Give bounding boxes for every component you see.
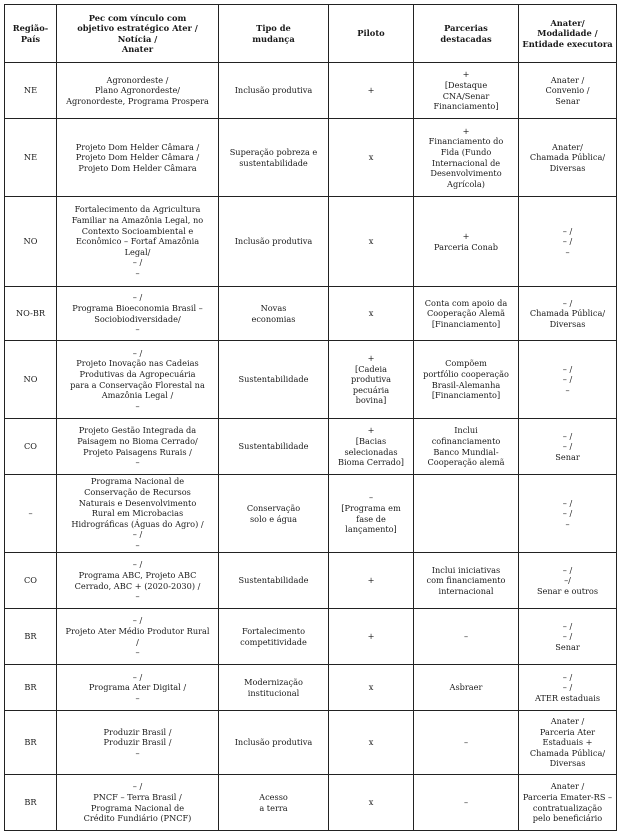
- cell-partnerships: Inclui cofinanciamento Banco Mundial- Cooperação alemã: [414, 419, 519, 475]
- cell-partnerships: [414, 475, 519, 553]
- cell-program: Fortalecimento da Agricultura Familiar na Amazônia Legal, no Contexto Socioambiental e Econômico – Fortaf Amazônia Legal/ – / –: [57, 197, 219, 287]
- cell-executor: Anater/ Chamada Pública/ Diversas: [519, 119, 617, 197]
- table-row: [5, 63, 617, 119]
- cell-change-type: Modernização institucional: [219, 665, 329, 711]
- cell-partnerships: Compõem portfólio cooperação Brasil-Alemanha [Financiamento]: [414, 341, 519, 419]
- cell-pilot: x: [329, 775, 414, 831]
- cell-pilot: x: [329, 119, 414, 197]
- cell-executor: Anater / Convenio / Senar: [519, 63, 617, 119]
- cell-executor: – / Chamada Pública/ Diversas: [519, 287, 617, 341]
- table-row: [5, 775, 617, 831]
- table-row: [5, 665, 617, 711]
- cell-program: – / Programa Ater Digital / –: [57, 665, 219, 711]
- cell-change-type: Superação pobreza e sustentabilidade: [219, 119, 329, 197]
- cell-region: CO: [5, 553, 57, 609]
- table-row: [5, 287, 617, 341]
- table-header-row: [5, 5, 617, 63]
- cell-pilot: +: [329, 553, 414, 609]
- cell-pilot: x: [329, 197, 414, 287]
- cell-executor: – / – / ATER estaduais: [519, 665, 617, 711]
- cell-change-type: Acesso a terra: [219, 775, 329, 831]
- cell-executor: – / – / Senar: [519, 419, 617, 475]
- cell-partnerships: Asbraer: [414, 665, 519, 711]
- cell-program: – / Programa Bioeconomia Brasil – Sociobiodiversidade/ –: [57, 287, 219, 341]
- cell-change-type: Sustentabilidade: [219, 341, 329, 419]
- cell-partnerships: –: [414, 609, 519, 665]
- header-pilot: Piloto: [329, 5, 414, 63]
- cell-executor: – / – / Senar: [519, 609, 617, 665]
- cell-region: NO: [5, 341, 57, 419]
- cell-partnerships: –: [414, 711, 519, 775]
- header-partnerships: Parcerias destacadas: [414, 5, 519, 63]
- cell-partnerships: Conta com apoio da Cooperação Alemã [Financiamento]: [414, 287, 519, 341]
- cell-partnerships: + [Destaque CNA/Senar Financiamento]: [414, 63, 519, 119]
- cell-region: CO: [5, 419, 57, 475]
- cell-executor: Anater / Parceria Ater Estaduais + Chamada Pública/ Diversas: [519, 711, 617, 775]
- cell-pilot: + [Bacias selecionadas Bioma Cerrado]: [329, 419, 414, 475]
- table-row: [5, 341, 617, 419]
- cell-program: – / Programa ABC, Projeto ABC Cerrado, ABC + (2020-2030) / –: [57, 553, 219, 609]
- cell-pilot: x: [329, 287, 414, 341]
- cell-change-type: Novas economias: [219, 287, 329, 341]
- cell-change-type: Fortalecimento competitividade: [219, 609, 329, 665]
- cell-program: Projeto Dom Helder Câmara / Projeto Dom Helder Câmara / Projeto Dom Helder Câmara: [57, 119, 219, 197]
- cell-region: NE: [5, 63, 57, 119]
- header-executor: Anater/ Modalidade / Entidade executora: [519, 5, 617, 63]
- cell-pilot: +: [329, 63, 414, 119]
- cell-pilot: x: [329, 711, 414, 775]
- table-row: [5, 419, 617, 475]
- cell-change-type: Inclusão produtiva: [219, 63, 329, 119]
- cell-executor: – / – / –: [519, 197, 617, 287]
- cell-region: –: [5, 475, 57, 553]
- cell-change-type: Sustentabilidade: [219, 419, 329, 475]
- cell-program: – / Projeto Ater Médio Produtor Rural / –: [57, 609, 219, 665]
- cell-pilot: +: [329, 609, 414, 665]
- cell-region: BR: [5, 609, 57, 665]
- cell-change-type: Sustentabilidade: [219, 553, 329, 609]
- cell-change-type: Inclusão produtiva: [219, 711, 329, 775]
- header-change-type: Tipo de mudança: [219, 5, 329, 63]
- cell-program: – / PNCF – Terra Brasil / Programa Nacional de Crédito Fundiário (PNCF): [57, 775, 219, 831]
- cell-region: NO: [5, 197, 57, 287]
- table-row: [5, 553, 617, 609]
- cell-partnerships: –: [414, 775, 519, 831]
- cell-change-type: Inclusão produtiva: [219, 197, 329, 287]
- cell-executor: – / – / –: [519, 341, 617, 419]
- cell-program: – / Projeto Inovação nas Cadeias Produtivas da Agropecuária para a Conservação Florestal na Amazônia Legal / –: [57, 341, 219, 419]
- table-row: [5, 711, 617, 775]
- cell-pilot: – [Programa em fase de lançamento]: [329, 475, 414, 553]
- cell-program: Agronordeste / Plano Agronordeste/ Agronordeste, Programa Prospera: [57, 63, 219, 119]
- cell-executor: – / –/ Senar e outros: [519, 553, 617, 609]
- cell-pilot: x: [329, 665, 414, 711]
- table-row: [5, 197, 617, 287]
- cell-region: BR: [5, 775, 57, 831]
- cell-program: Projeto Gestão Integrada da Paisagem no Bioma Cerrado/ Projeto Paisagens Rurais / –: [57, 419, 219, 475]
- cell-partnerships: Inclui iniciativas com financiamento internacional: [414, 553, 519, 609]
- header-region: Região- País: [5, 5, 57, 63]
- cell-region: BR: [5, 665, 57, 711]
- cell-program: Programa Nacional de Conservação de Recursos Naturais e Desenvolvimento Rural em Microbacias Hidrográficas (Águas do Agro) / – / –: [57, 475, 219, 553]
- table-row: [5, 609, 617, 665]
- cell-program: Produzir Brasil / Produzir Brasil / –: [57, 711, 219, 775]
- table-row: [5, 475, 617, 553]
- cell-executor: – / – / –: [519, 475, 617, 553]
- cell-region: NO-BR: [5, 287, 57, 341]
- table-row: [5, 119, 617, 197]
- cell-region: BR: [5, 711, 57, 775]
- cell-change-type: Conservação solo e água: [219, 475, 329, 553]
- header-program: Pec com vínculo com objetivo estratégico Ater / Notícia / Anater: [57, 5, 219, 63]
- cell-partnerships: + Financiamento do Fida (Fundo Internacional de Desenvolvimento Agrícola): [414, 119, 519, 197]
- ater-programs-table: [4, 4, 617, 831]
- cell-executor: Anater / Parceria Emater-RS – contratualização pelo beneficiário: [519, 775, 617, 831]
- cell-pilot: + [Cadeia produtiva pecuária bovina]: [329, 341, 414, 419]
- cell-partnerships: + Parceria Conab: [414, 197, 519, 287]
- cell-region: NE: [5, 119, 57, 197]
